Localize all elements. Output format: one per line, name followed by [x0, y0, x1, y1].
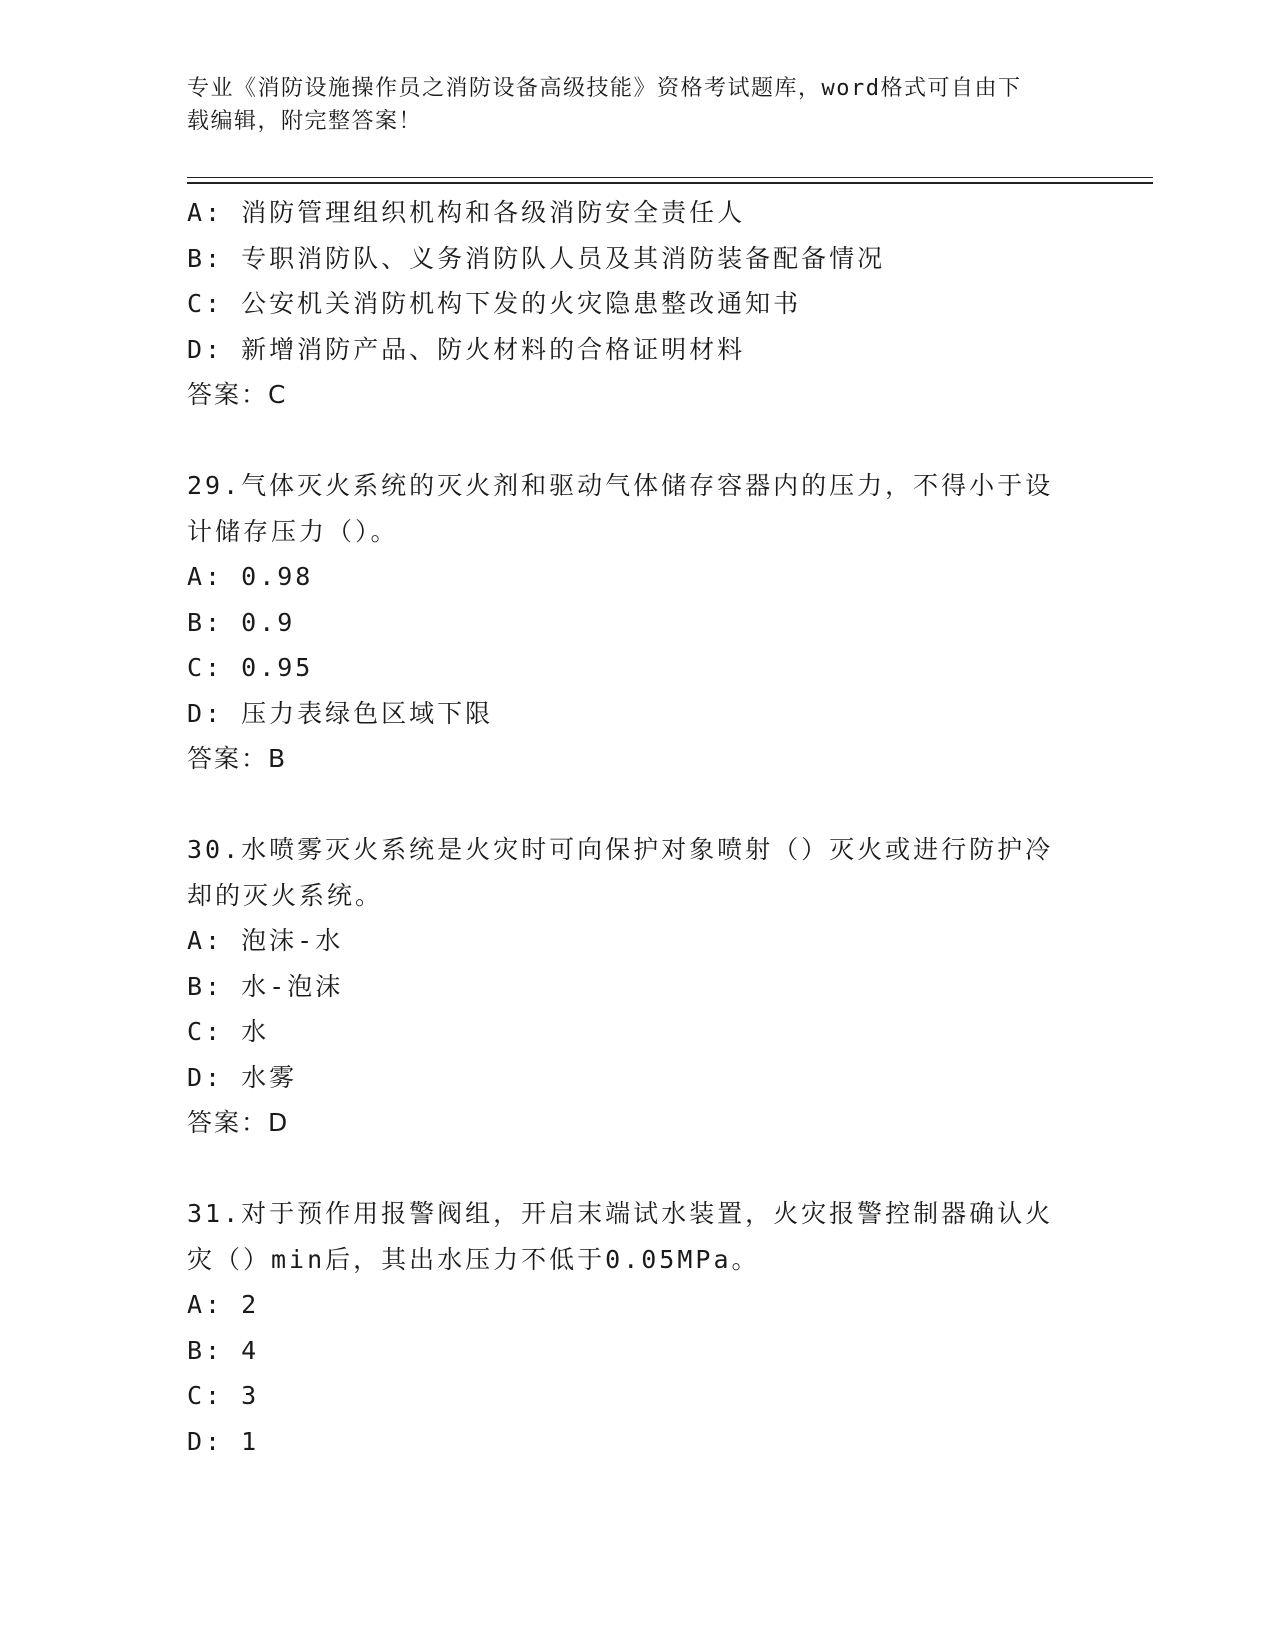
header-line-1: 专业《消防设施操作员之消防设备高级技能》资格考试题库，word格式可自由下 — [187, 76, 1022, 101]
question-text-line-2: 却的灭火系统。 — [187, 880, 384, 910]
answer-line: 答案：D — [187, 1108, 290, 1137]
option-c: C: 水 — [187, 1017, 270, 1046]
question-text-line-1: 30.水喷雾灭火系统是火灾时可向保护对象喷射（）灭火或进行防护冷 — [187, 835, 1054, 864]
spacer — [187, 1146, 1087, 1192]
answer-line: 答案：C — [187, 380, 288, 409]
option-b: B: 0.9 — [187, 607, 296, 637]
question-text-line-2: 灾（）min后，其出水压力不低于0.05MPa。 — [187, 1244, 760, 1274]
option-b: B: 4 — [187, 1335, 260, 1365]
option-c: C: 公安机关消防机构下发的火灾隐患整改通知书 — [187, 289, 802, 318]
question-text-line-1: 31.对于预作用报警阀组，开启末端试水装置，火灾报警控制器确认火 — [187, 1199, 1054, 1228]
question-content — [187, 190, 1087, 1464]
option-b: B: 专职消防队、义务消防队人员及其消防装备配备情况 — [187, 243, 886, 273]
header-divider-thin — [187, 177, 1153, 178]
option-d: D: 1 — [187, 1426, 260, 1456]
option-d: D: 水雾 — [187, 1062, 298, 1092]
question-29 — [187, 463, 1087, 782]
header-line-2: 载编辑，附完整答案！ — [187, 109, 423, 134]
document-header — [187, 72, 1087, 138]
question-text-line-1: 29.气体灭火系统的灭火剂和驱动气体储存容器内的压力，不得小于设 — [187, 471, 1054, 500]
option-a: A: 0.98 — [187, 562, 314, 591]
question-text-line-2: 计储存压力（）。 — [187, 516, 399, 546]
question-28 — [187, 190, 1087, 418]
header-divider-thick — [187, 182, 1153, 184]
option-c: C: 3 — [187, 1381, 260, 1410]
question-31 — [187, 1191, 1087, 1464]
option-d: D: 新增消防产品、防火材料的合格证明材料 — [187, 334, 746, 364]
spacer — [187, 418, 1087, 464]
option-b: B: 水-泡沫 — [187, 971, 344, 1001]
answer-line: 答案：B — [187, 744, 288, 773]
option-c: C: 0.95 — [187, 653, 314, 682]
option-a: A: 泡沫-水 — [187, 926, 344, 955]
question-30 — [187, 827, 1087, 1146]
option-a: A: 消防管理组织机构和各级消防安全责任人 — [187, 198, 746, 227]
spacer — [187, 782, 1087, 828]
option-d: D: 压力表绿色区域下限 — [187, 698, 494, 728]
option-a: A: 2 — [187, 1290, 260, 1319]
